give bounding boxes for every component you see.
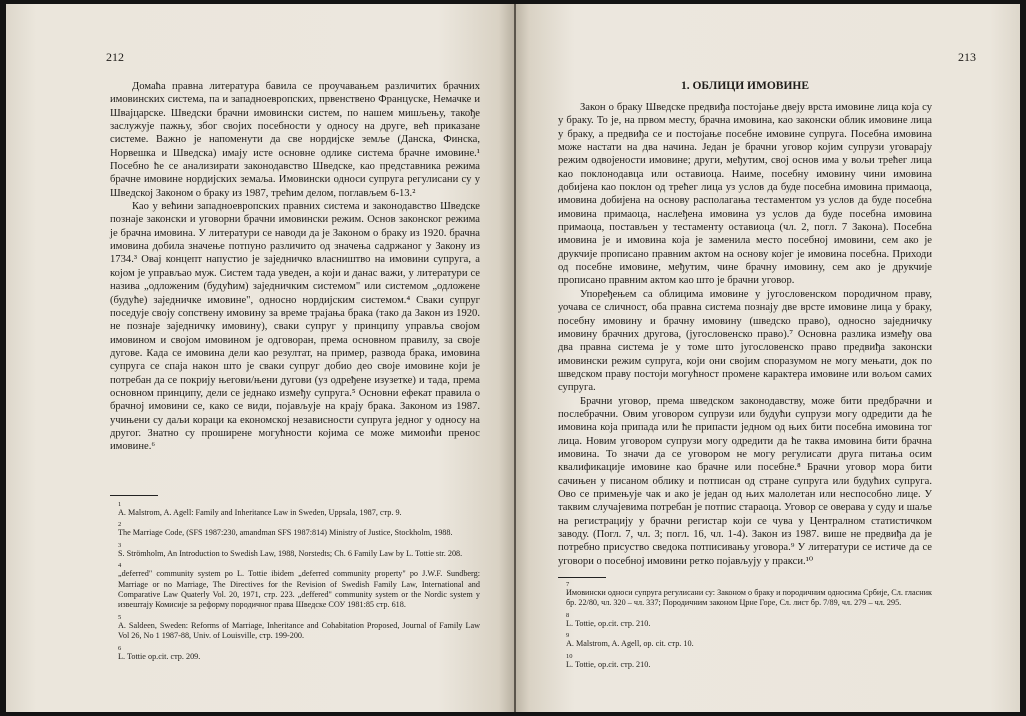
footnote: 3 S. Strömholm, An Introduction to Swedish Law, 1988, Norstedts; Ch. 6 Family Law by L. Tottie str. 208. <box>118 541 463 558</box>
paragraph: Домаћа правна литература бавила се проучавањем различитих брачних имовинских система, па и западноевропских, првенствено Француске, Немачке и Швајцарске. Шведски брачни имовински систем, по нашем мишљењу, такође заслужује пажњу, због својих посебности у односу на друге, већ приказане системе. Важно је напоменути да све нордијске земље (Данска, Финска, Норвешка и Шведска) имају исте основне одлике система брачне имовине.¹ Посебно ће се анализирати законодавство Шведске, као представника режима брачне имовине нордијских земаља. Имовински односи супруга регулисани су у Шведској Законом о браку из 1987, трећим делом, поглављем 6-13.² <box>110 81 480 199</box>
book-spread <box>6 4 1020 712</box>
footnote-rule <box>110 495 158 496</box>
footnote: 4 „deferred" community system po L. Tottie ibidem „deferred community property" po J.W.F. Sundberg: Marriage or no Marriage, The Directives for the Revision of Swedish Family Law, International and Comparative Law Quaterly Vol. 20, 1971, стр. 223. „deffered" community system or the Nordic system у извештају Комисије за реформу породичног права Шведске СОУ 1981:85 стр. 618. <box>118 562 480 610</box>
body-text <box>110 80 480 454</box>
paragraph: Закон о браку Шведске предвиђа постојање двеју врста имовине лица која су у браку. То је, на првом месту, брачна имовина, као законски облик имовине лица у браку, а предвиђа се и постојање посебне имовине супруга. Посебна имовина може настати на два начина. Један је брачни уговор којим супрузи уговарају режим одвојености имовине; други, међутим, свој основ има у вољи трећег лица као поклонодавца или оставиоца. Наиме, посебну имовину чини имовина добијена као поклон од трећег лица уз услов да буде посебна имовина примаоца, имовина добијена на основу располагања тестаментом уз услов да буде посебна имовина примаоца, наслеђена имовина уз услов да буде посебна имовина примаоца, постављен у тестаменту оставиоца (чл. 2, погл. 7 Закона). Посебна имовина је и имовина која је заменила место посебној имовини, сем ако је друкчије прописано правним актом на основу којег је имовина посебна. Приходи од посебне имовине, међутим, чине брачну имовину, сем ако је друкчије прописано правним актом као што је брачни уговор. <box>558 102 932 287</box>
book-gutter <box>514 4 516 712</box>
paragraph: Брачни уговор, према шведском законодавству, може бити предбрачни и послебрачни. Овим уговором супрузи или будући супрузи могу одредити да ће имовина која припада или ће припасти једном од њих бити посебна имовина тог лица. Новим уговором супрузи могу одредити да ће таква имовина бити брачна имовина. То значи да се уговором не могу регулисати друга питања осим квалификације имовине као брачне или посебне.⁸ Брачни уговор мора бити сачињен у писаном облику и потписан од стране супруга или будућих супруга. Ово се примењује чак и ако је један од њих малолетан или неспособно лице. У таквим случајевима потребан је потпис стараоца. Уговор се оверава у суду и шаље на регистрацију у брачни регистар који се чува у Централном статистичком заводу. (Погл. 7, чл. 3; погл. 16, чл. 1-4). Закон из 1987. више не предвиђа да је потребно присуство сведока потписивању уговора.⁹ У литератури се истиче да се уговори о посебној имовини ретко појављују у пракси.¹⁰ <box>558 395 932 567</box>
left-page <box>6 4 514 712</box>
footnote: 10 L. Tottie, op.cit. стр. 210. <box>566 652 651 669</box>
body-text <box>558 101 932 568</box>
page-number: 213 <box>958 50 976 64</box>
section-heading: 1. ОБЛИЦИ ИМОВИНЕ <box>680 80 810 92</box>
footnote-rule <box>558 577 606 578</box>
paragraph: Као у већини западноевропских правних система и законодавство Шведске познаје законски и уговорни брачни имовински режим. Основ законског режима је брачна имовина. У литератури се наводи да је Законом о браку из 1920. брачна имовина добила значење потпуно различито од значења садржаног у Закону из 1734.³ Овај концепт напустио је заједничко власништво на имовини супруга, а којом је управљао муж. Систем тада уведен, а који и данас важи, у литератури се назива „одложеним (будућим) заједничким системом" или системом „одложене (будуће) заједничке имовине", односно нордијским системом.⁴ Сваки супруг поседује своју сопствену имовину за време трајања брака (тако да Закон из 1920. не познаје заједничку имовину), сваки супруг у принципу управља својом имовином и својом имовином је одговоран, према основном правилу, за своје дугове. Када се имовина дели као резултат, на пример, развода брака, имовина супруга се спаја након што је сваки супруг добио део своје имовине који је потребан да се покрију његови/њени дугови (уз одређене изузетке) и тада, према основном принципу, дели се једнако између супруга.⁵ Основни ефекат правила о брачној имовини се, како се види, појављује на крају брака. Законом из 1987. учињени су даљи кораци ка економској независности супруга једног у односу на другог. Знатно су проширене могућности којима се може мимоићи пренос имовине.⁶ <box>110 201 480 453</box>
footnote: 9 A. Malstrom, A. Agell, op. cit. стр. 10. <box>566 632 694 649</box>
footnote: 1 A. Malstrom, A. Agell: Family and Inheritance Law in Sweden, Uppsala, 1987, стр. 9. <box>118 501 402 517</box>
footnote: 5 A. Saldeen, Sweden: Reforms of Marriage, Inheritance and Cohabitation Proposed, Journal of Family Law Vol 26, No 1 1987-88, Univ. of Louisville, стр. 199-200. <box>118 613 480 641</box>
footnote: 6 L. Tottie op.cit. стр. 209. <box>118 644 201 661</box>
footnote: 7 Имовински односи супруга регулисани су: Законом о браку и породичним односима Србије, Сл. гласник бр. 22/80, чл. 320 – чл. 337; Породичним законом Црне Горе, Сл. лист бр. 7/89, чл. 279 – чл. 295. <box>566 581 932 608</box>
paragraph: Упоређењем са облицима имовине у југословенском породичном праву, уочава се сличност, оба правна система познају две врсте имовине лица у браку, посебну имовину и брачну имовину (шведско право), односно заједничку имовину брачних другова, (југословенско право).⁷ Основна разлика између ова два правна система је у томе што југословенско право предвиђа законски имовински режим супруга, који они својим споразумом не могу мењати, док по шведском праву постоји могућност промене карактера имовине или вољом самих супруга. <box>558 288 932 394</box>
footnotes <box>110 501 480 665</box>
footnotes <box>558 581 932 673</box>
footnote: 8 L. Tottie, op.cit. стр. 210. <box>566 611 651 628</box>
right-page <box>514 4 1020 712</box>
page-number: 212 <box>106 50 124 64</box>
footnote: 2 The Marriage Code, (SFS 1987:230, amandman SFS 1987:814) Ministry of Justice, Stockholm, 1988. <box>118 521 453 538</box>
